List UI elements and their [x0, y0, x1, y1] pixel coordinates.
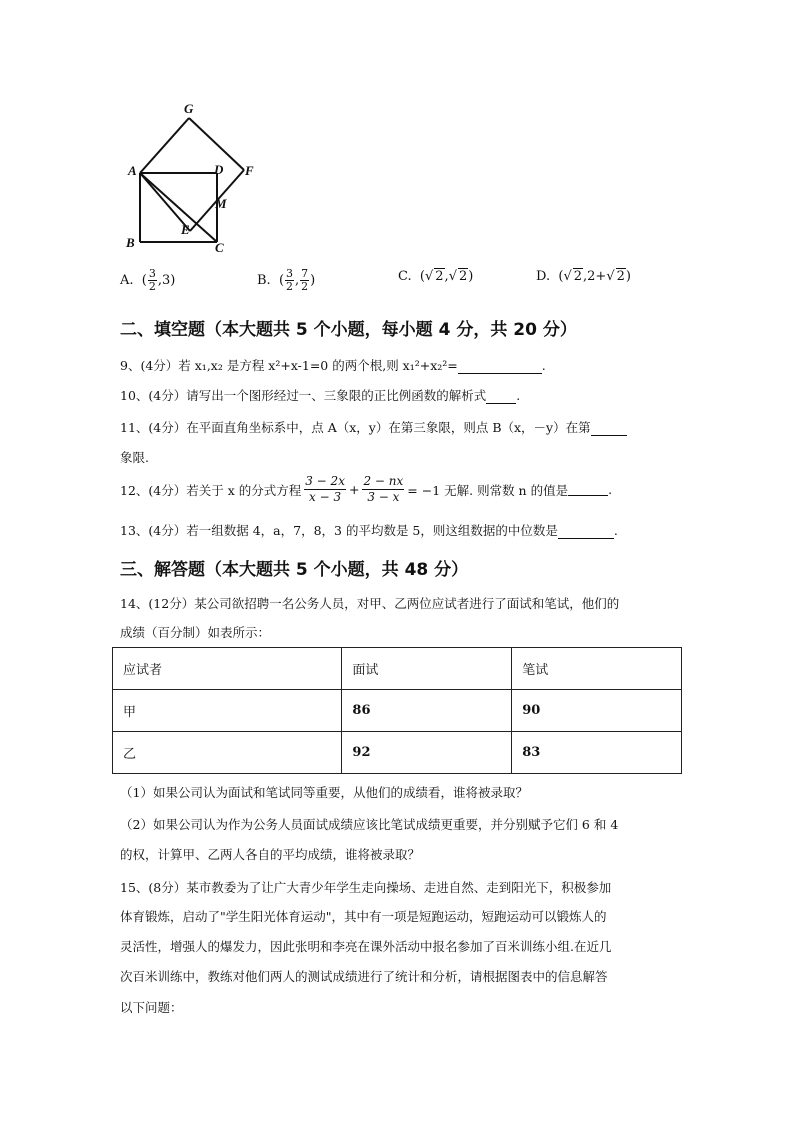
choice-d-radicand-1: 2	[573, 269, 583, 284]
choice-a	[120, 268, 175, 293]
choice-b-letter: B.	[257, 273, 271, 288]
fraction-2-denominator: 3 − x	[367, 490, 400, 504]
choice-a-open: (	[141, 273, 147, 288]
table-header-row	[113, 648, 682, 690]
segment-AG	[140, 118, 189, 173]
table-header: 应试者	[113, 648, 342, 690]
choice-d-radicand-2: 2	[616, 269, 625, 284]
label-F: F	[245, 163, 254, 178]
question-11	[120, 418, 627, 436]
choice-b	[257, 268, 315, 293]
choice-b-close: )	[310, 273, 316, 288]
question-10-end: .	[516, 388, 521, 403]
question-11-text: 11、(4分）在平面直角坐标系中，点 A（x，y）在第三象限，则点 B（x，－y）在第	[120, 420, 591, 435]
question-14-part-1: （1）如果公司认为面试和笔试同等重要，从他们的成绩看，谁将被录取？	[120, 785, 528, 800]
answer-blank[interactable]	[486, 391, 516, 404]
question-13-end: .	[613, 523, 618, 538]
table-cell: 86	[342, 690, 512, 732]
question-9	[120, 356, 546, 374]
choice-c-close: )	[468, 268, 474, 284]
table-cell: 92	[342, 732, 512, 774]
question-15-line-1: 15、(8分）某市教委为了让广大青少年学生走向操场、走进自然、走到阳光下，积极参加	[120, 880, 612, 895]
label-G: G	[184, 101, 194, 116]
question-13	[120, 521, 618, 539]
table-header: 笔试	[512, 648, 682, 690]
question-15-line-5: 以下问题：	[120, 1000, 183, 1015]
question-12-post: = −1 无解. 则常数 n 的值是	[407, 482, 569, 498]
section-2-title: 二、填空题（本大题共 5 个小题，每小题 4 分，共 20 分）	[120, 320, 577, 340]
table-row	[113, 690, 682, 732]
fraction-1-numerator: 3 − 2x	[305, 474, 345, 488]
choice-a-rest: ,3)	[157, 273, 176, 288]
question-14-part-2-line-2: 的权，计算甲、乙两人各自的平均成绩，谁将被录取？	[120, 847, 421, 862]
choice-d-letter: D.	[536, 268, 551, 284]
segment-AC	[140, 173, 217, 242]
choice-c-comma: ,	[444, 268, 449, 284]
question-10-text: 10、(4分）请写出一个图形经过一、三象限的正比例函数的解析式	[120, 388, 487, 403]
question-12-end: .	[608, 482, 613, 497]
question-14-part-2-line-1: （2）如果公司认为作为公务人员面试成绩应该比笔试成绩更重要，并分别赋予它们 6 和 4	[120, 817, 619, 832]
choice-c	[398, 268, 473, 284]
question-14-line-1: 14、(12分）某公司欲招聘一名公务人员，对甲、乙两位应试者进行了面试和笔试，他们的	[120, 596, 620, 611]
question-9-text: 9、(4分）若 x₁,x₂ 是方程 x²+x-1=0 的两个根,则 x₁²+x₂²=	[120, 358, 458, 373]
question-11-continued: 象限.	[120, 450, 149, 465]
geometry-figure	[112, 96, 272, 266]
choice-c-open: (	[419, 268, 425, 284]
table-cell: 乙	[113, 732, 342, 774]
table-cell: 83	[512, 732, 682, 774]
choice-a-num: 3	[148, 267, 156, 280]
answer-blank[interactable]	[568, 483, 608, 496]
sqrt-icon: √	[606, 268, 615, 284]
answer-blank[interactable]	[458, 361, 542, 374]
label-B: B	[126, 235, 135, 250]
choice-a-den: 2	[148, 280, 156, 293]
score-table	[112, 647, 682, 774]
fraction-2-numerator: 2 − nx	[363, 474, 404, 488]
question-12	[120, 474, 612, 505]
fraction-1-denominator: x − 3	[309, 490, 342, 504]
answer-blank[interactable]	[591, 423, 627, 436]
label-D: D	[214, 162, 224, 177]
answer-blank[interactable]	[558, 526, 614, 539]
sqrt-icon: √	[448, 268, 457, 284]
choice-c-letter: C.	[398, 268, 412, 284]
choice-b-open: (	[278, 273, 285, 288]
choice-b-fraction-2	[300, 268, 309, 293]
sqrt-icon: √	[424, 268, 434, 284]
choice-d	[536, 268, 631, 284]
question-10	[120, 386, 520, 404]
choice-b-fraction-1	[285, 268, 294, 293]
question-15-line-3: 灵活性，增强人的爆发力，因此张明和李亮在课外活动中报名参加了百米训练小组.在近几	[120, 939, 612, 954]
question-14-line-2: 成绩（百分制）如表所示：	[120, 625, 271, 640]
choice-a-letter: A.	[120, 273, 134, 288]
choice-b-comma: ,	[295, 273, 300, 288]
choice-c-radicand-1: 2	[435, 269, 444, 284]
question-15-line-4: 次百米训练中，教练对他们两人的测试成绩进行了统计和分析，请根据图表中的信息解答	[120, 969, 608, 984]
label-E: E	[181, 222, 190, 237]
choice-b-num1: 3	[286, 267, 294, 280]
choice-d-mid: ,2+	[583, 268, 607, 284]
question-13-text: 13、(4分）若一组数据 4，a，7，8，3 的平均数是 5，则这组数据的中位数是	[120, 523, 558, 538]
table-cell: 90	[512, 690, 682, 732]
table-row	[113, 732, 682, 774]
label-C: C	[215, 240, 224, 255]
choice-b-den1: 2	[286, 280, 294, 293]
question-15-line-2: 体育锻炼，启动了"学生阳光体育运动"，其中有一项是短跑运动，短跑运动可以锻炼人的	[120, 909, 607, 924]
table-cell: 甲	[113, 690, 342, 732]
choice-d-close: )	[625, 268, 631, 284]
label-M: M	[215, 196, 227, 211]
choice-c-radicand-2: 2	[458, 269, 468, 284]
question-12-pre: 12、(4分）若关于 x 的分式方程	[120, 482, 302, 498]
choice-d-open: (	[558, 268, 564, 284]
plus-sign: +	[348, 482, 360, 497]
question-9-end: .	[541, 358, 546, 373]
choice-b-den2: 2	[301, 280, 309, 293]
choice-b-num2: 7	[301, 267, 309, 280]
label-A: A	[128, 163, 137, 178]
choice-a-fraction	[148, 268, 157, 293]
sqrt-icon: √	[563, 268, 572, 284]
fraction-2	[362, 474, 404, 505]
table-header: 面试	[342, 648, 512, 690]
section-3-title: 三、解答题（本大题共 5 个小题，共 48 分）	[120, 560, 469, 580]
fraction-1	[304, 474, 346, 505]
